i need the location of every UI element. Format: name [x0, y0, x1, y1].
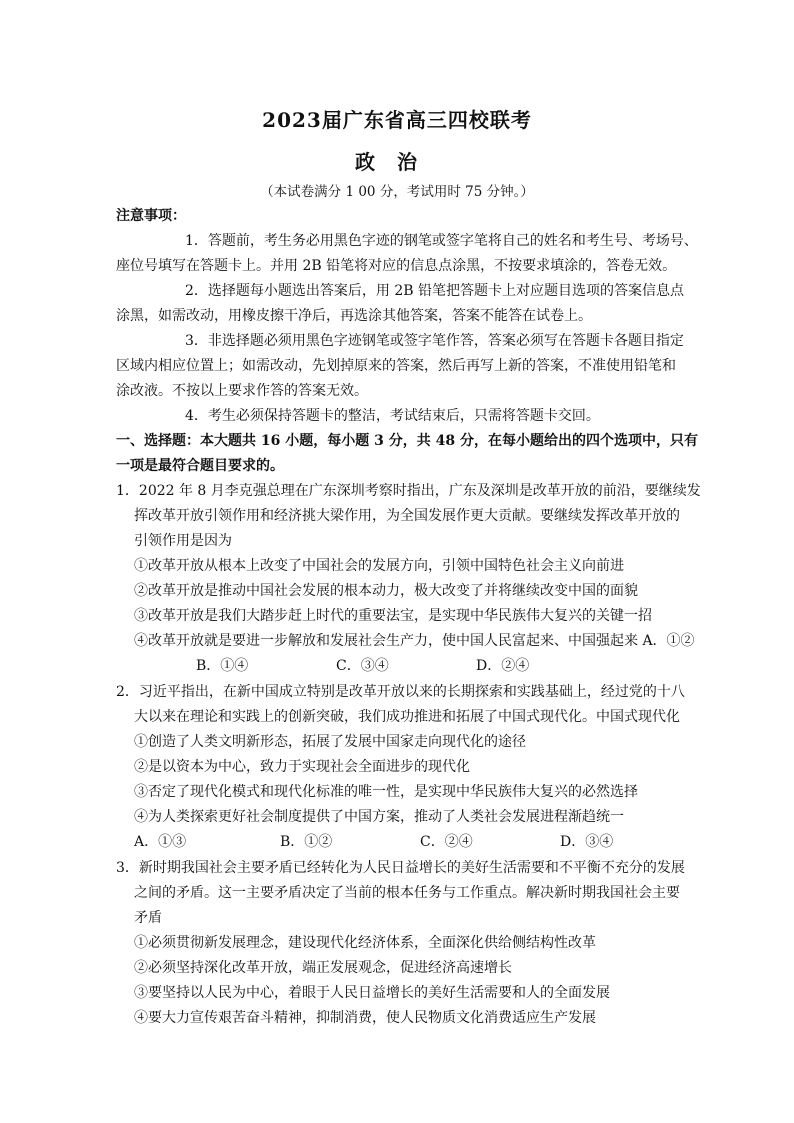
question-2-item: ②是以资本为中心，致力于实现社会全面进步的现代化 — [134, 759, 470, 775]
question-3-item: ①必须贯彻新发展理念，建设现代化经济体系，全面深化供给侧结构性改革 — [134, 935, 596, 951]
subject-text: 政治 — [355, 150, 439, 174]
question-2-item: ①创造了人类文明新形态，拓展了发展中国家走向现代化的途径 — [134, 734, 526, 750]
question-1-item: ①改革开放从根本上改变了中国社会的发展方向，引领中国特色社会主义向前进 — [134, 558, 624, 574]
question-2-stem: 大以来在理论和实践上的创新突破，我们成功推进和拓展了中国式现代化。中国式现代化 — [134, 709, 680, 725]
question-3-item: ③要坚持以人民为中心，着眼于人民日益增长的美好生活需要和人的全面发展 — [134, 985, 610, 1001]
section-heading: 一项是最符合题目要求的。 — [116, 458, 284, 474]
option-d[interactable]: D．②④ — [476, 658, 530, 674]
question-2-item: ④为人类探索更好社会制度提供了中国方案，推动了人类社会发展进程渐趋统一 — [134, 809, 624, 825]
section-heading: 一、选择题：本大题共 16 小题，每小题 3 分，共 48 分，在每小题给出的四个选项中，只有 — [116, 433, 698, 449]
question-3-item: ②必须坚持深化改革开放，端正发展观念，促进经济高速增长 — [134, 960, 512, 976]
notice-heading: 注意事项： — [116, 208, 186, 224]
notice-line: 1．答题前，考生务必用黑色字迹的钢笔或签字笔将自己的姓名和考生号、考场号、 — [185, 233, 698, 249]
question-3-stem: 3．新时期我国社会主要矛盾已经转化为人民日益增长的美好生活需要和不平衡不充分的发展 — [116, 860, 685, 876]
notice-line: 涂黑，如需改动，用橡皮擦干净后，再选涂其他答案，答案不能答在试卷上。 — [116, 308, 592, 324]
exam-note: （本试卷满分 1 00 分，考试用时 75 分钟。） — [260, 184, 534, 200]
question-1-stem: 挥改革开放引领作用和经济挑大梁作用，为全国发展作更大贡献。要继续发挥改革开放的 — [134, 508, 680, 524]
option-c[interactable]: C．③④ — [336, 658, 389, 674]
question-1-stem: 1．2022 年 8 月李克强总理在广东深圳考察时指出，广东及深圳是改革开放的前沿，要继续发 — [116, 483, 701, 499]
question-3-stem: 矛盾 — [134, 910, 162, 926]
option-a[interactable]: A．①③ — [134, 834, 187, 850]
question-1-options — [0, 656, 794, 676]
notice-line: 涂改液。不按以上要求作答的答案无效。 — [116, 383, 368, 399]
notice-line: 座位号填写在答题卡上。并用 2B 铅笔将对应的信息点涂黑，不按要求填涂的，答卷无效。 — [116, 258, 677, 274]
question-1-item: ②改革开放是推动中国社会发展的根本动力，极大改变了并将继续改变中国的面貌 — [134, 583, 638, 599]
question-2-options — [0, 832, 794, 852]
question-1-item: ③改革开放是我们大踏步赶上时代的重要法宝，是实现中华民族伟大复兴的关键一招 — [134, 608, 652, 624]
subject-title — [0, 146, 794, 175]
question-3-stem: 之间的矛盾。这一主要矛盾决定了当前的根本任务与工作重点。解决新时期我国社会主要 — [134, 885, 680, 901]
option-b[interactable]: B．①② — [280, 834, 333, 850]
notice-line: 区域内相应位置上；如需改动，先划掉原来的答案，然后再写上新的答案，不准使用铅笔和 — [116, 358, 676, 374]
option-b[interactable]: B．①④ — [196, 658, 249, 674]
exam-title: 2023届广东省高三四校联考 — [262, 108, 532, 132]
question-1-item: ④改革开放就是要进一步解放和发展社会生产力，使中国人民富起来、中国强起来 A．①② — [134, 633, 695, 649]
notice-line: 4．考生必须保持答题卡的整洁，考试结束后，只需将答题卡交回。 — [185, 408, 600, 424]
question-2-item: ③否定了现代化模式和现代化标准的唯一性，是实现中华民族伟大复兴的必然选择 — [134, 784, 638, 800]
question-1-stem: 引领作用是因为 — [134, 533, 232, 549]
option-d[interactable]: D．③④ — [560, 834, 614, 850]
notice-line: 2．选择题每小题选出答案后，用 2B 铅笔把答题卡上对应题目选项的答案信息点 — [185, 283, 685, 299]
option-c[interactable]: C．②④ — [420, 834, 473, 850]
question-2-stem: 2．习近平指出，在新中国成立特别是改革开放以来的长期探索和实践基础上，经过党的十八 — [116, 684, 685, 700]
question-3-item: ④要大力宣传艰苦奋斗精神，抑制消费，使人民物质文化消费适应生产发展 — [134, 1010, 596, 1026]
notice-line: 3．非选择题必须用黑色字迹钢笔或签字笔作答，答案必须写在答题卡各题目指定 — [185, 333, 684, 349]
